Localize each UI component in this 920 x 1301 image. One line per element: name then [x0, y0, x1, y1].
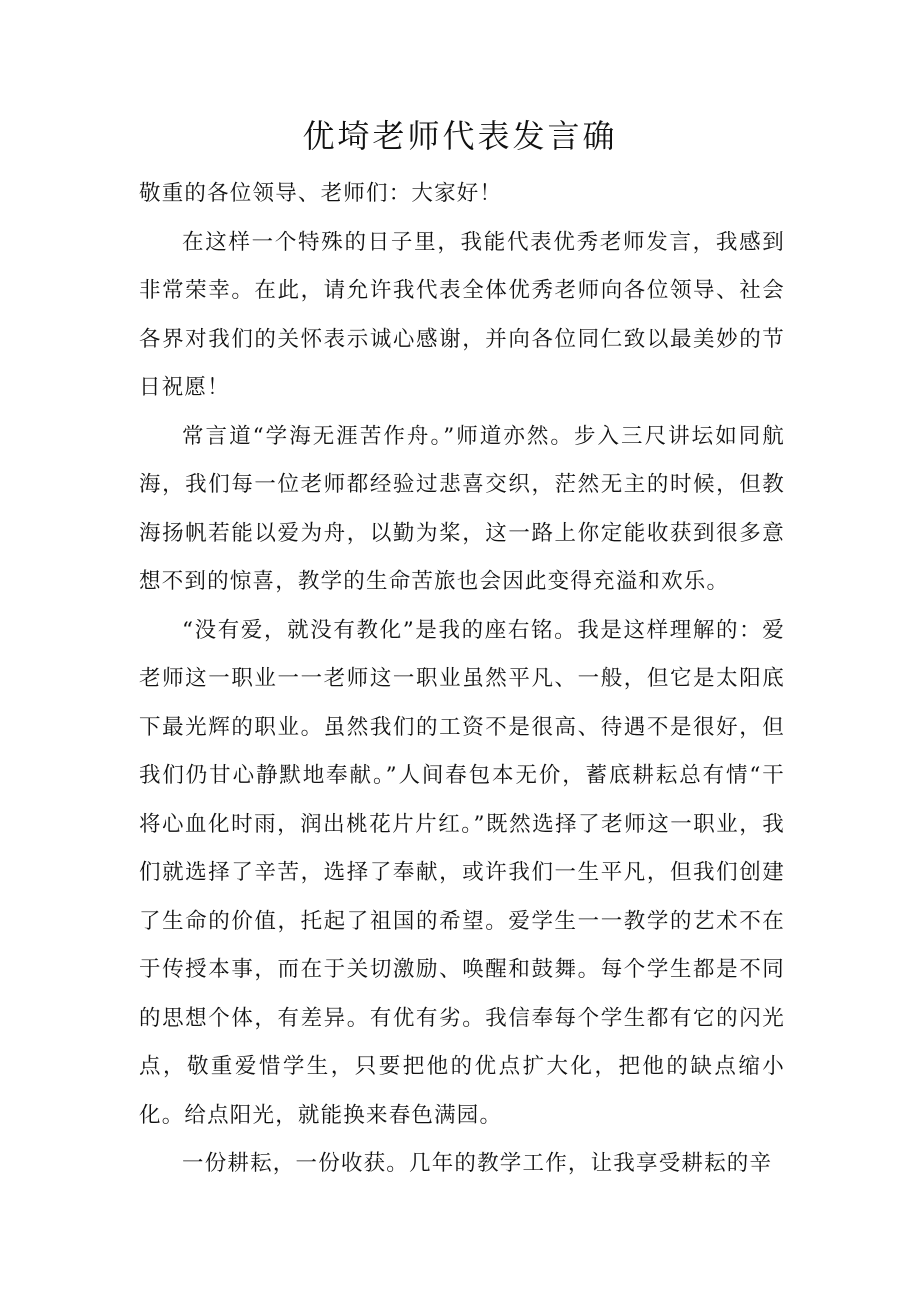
greeting-line: 敬重的各位领导、老师们：大家好！	[139, 181, 503, 206]
document-title: 优埼老师代表发言确	[302, 117, 618, 155]
paragraph-2: 常言道“学海无涯苦作舟。”师道亦然。步入三尺讲坛如同航海，我们每一位老师都经验过悲喜交织，茫然无主的时候，但教海扬帆若能以爱为舟，以勤为桨，这一路上你定能收获到很多意想不到的惊喜，教学的生命苦旅也会因此变得充溢和欢乐。	[139, 423, 785, 594]
paragraph-1: 在这样一个特殊的日子里，我能代表优秀老师发言，我感到非常荣幸。在此，请允许我代表全体优秀老师向各位领导、社会各界对我们的关怀表示诚心感谢，并向各位同仁致以最美妙的节日祝愿！	[139, 229, 785, 400]
paragraph-4: 一份耕耘，一份收获。几年的教学工作，让我享受耕耘的辛	[182, 1151, 773, 1176]
document-body	[139, 170, 785, 1189]
paragraph-3: “没有爱，就没有教化”是我的座右铭。我是这样理解的：爱老师这一职业一一老师这一职业虽然平凡、一般，但它是太阳底下最光辉的职业。虽然我们的工资不是很高、待遇不是很好，但我们仍甘心静默地奉献。”人间春包本无价，蓄底耕耘总有情“干将心血化时雨，润出桃花片片红。”既然选择了老师这一职业，我们就选择了辛苦，选择了奉献，或许我们一生平凡，但我们创建了生命的价值，托起了祖国的希望。爱学生一一教学的艺术不在于传授本事，而在于关切激励、唤醒和鼓舞。每个学生都是不同的思想个体，有差异。有优有劣。我信奉每个学生都有它的闪光点，敬重爱惜学生，只要把他的优点扩大化，把他的缺点缩小化。给点阳光，就能换来春色满园。	[139, 617, 785, 1128]
